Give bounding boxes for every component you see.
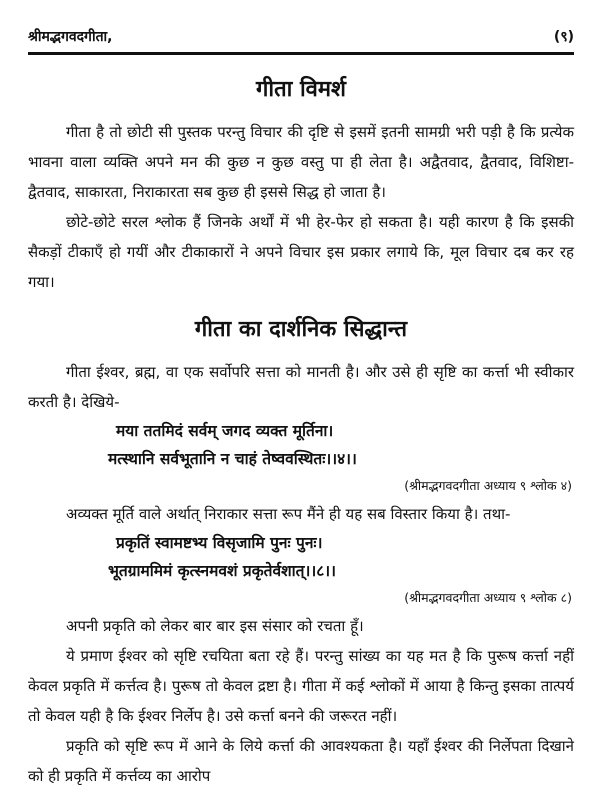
paragraph: अपनी प्रकृति को लेकर बार बार इस संसार को रचता हूँ। xyxy=(66,617,364,635)
paragraph: प्रकृति को सृष्टि रूप में आने के लिये कर्त्ता की आवश्यकता है। यहाँ ईश्वर की निर्लेपता दिखाने को ही प्रकृति में कर्त्तव्य का आरोप xyxy=(28,737,574,785)
verse-line: मया ततमिदं सर्वम् जगद व्यक्त मूर्तिना। xyxy=(116,422,334,440)
verse-line: भूतग्राममिमं कृत्स्नमवशं प्रकृतेर्वशात्।।८।। xyxy=(108,562,337,580)
paragraph: छोटे-छोटे सरल श्लोक हैं जिनके अर्थों में भी हेर-फेर हो सकता है। यही कारण है कि इसकी सैकड़ों टीकाएँ हो गयीं और टीकाकारों ने अपने विचार इस प्रकार लगाये कि, मूल विचार दब कर रह गया। xyxy=(28,213,574,291)
section-title: गीता का दार्शनिक सिद्धान्त xyxy=(194,317,408,342)
section-title: गीता विमर्श xyxy=(255,77,347,102)
paragraph: गीता ईश्वर, ब्रह्म, वा एक सर्वोपरि सत्ता को मानती है। और उसे ही सृष्टि का कर्त्ता भी स्वीकार करती है। देखिये- xyxy=(28,363,574,411)
page-number: (९) xyxy=(553,29,574,45)
paragraph: ये प्रमाण ईश्वर को सृष्टि रचयिता बता रहे हैं। परन्तु सांख्य का यह मत है कि पुरूष कर्त्ता नहीं केवल प्रकृति में कर्त्तत्व है। पुरूष तो केवल द्रष्टा है। गीता में कई श्लोकों में आया है किन्तु इसका तात्पर्य तो केवल यही है कि ईश्वर निर्लेप है। उसे कर्त्ता बनने की जरूरत नहीं। xyxy=(28,647,574,725)
header-rule xyxy=(28,52,574,55)
paragraph: गीता है तो छोटी सी पुस्तक परन्तु विचार की दृष्टि से इसमें इतनी सामग्री भरी पड़ी है कि प्रत्येक भावना वाला व्यक्ति अपने मन की कुछ न कुछ वस्तु पा ही लेता है। अद्वैतवाद, द्वैतवाद, विशिष्टा-द्वैतवाद, साकारता, निराकारता सब कुछ ही इससे सिद्ध हो जाता है। xyxy=(28,123,574,201)
verse-line: प्रकृतिं स्वामष्टभ्य विसृजामि पुनः पुनः। xyxy=(116,534,323,552)
verse-line: मत्स्थानि सर्वभूतानि न चाहं तेष्ववस्थितः।।४।। xyxy=(108,450,357,468)
verse-reference: (श्रीमद्भगवदगीता अध्याय ९ श्लोक ४) xyxy=(404,478,572,493)
book-title: श्रीमद्भगवदगीता, xyxy=(28,29,113,45)
verse-reference: (श्रीमद्भगवदगीता अध्याय ९ श्लोक ८) xyxy=(404,590,572,605)
running-header xyxy=(28,0,574,46)
paragraph: अव्यक्त मूर्ति वाले अर्थात् निराकार सत्ता रूप मैंने ही यह सब विस्तार किया है। तथा- xyxy=(66,505,511,523)
